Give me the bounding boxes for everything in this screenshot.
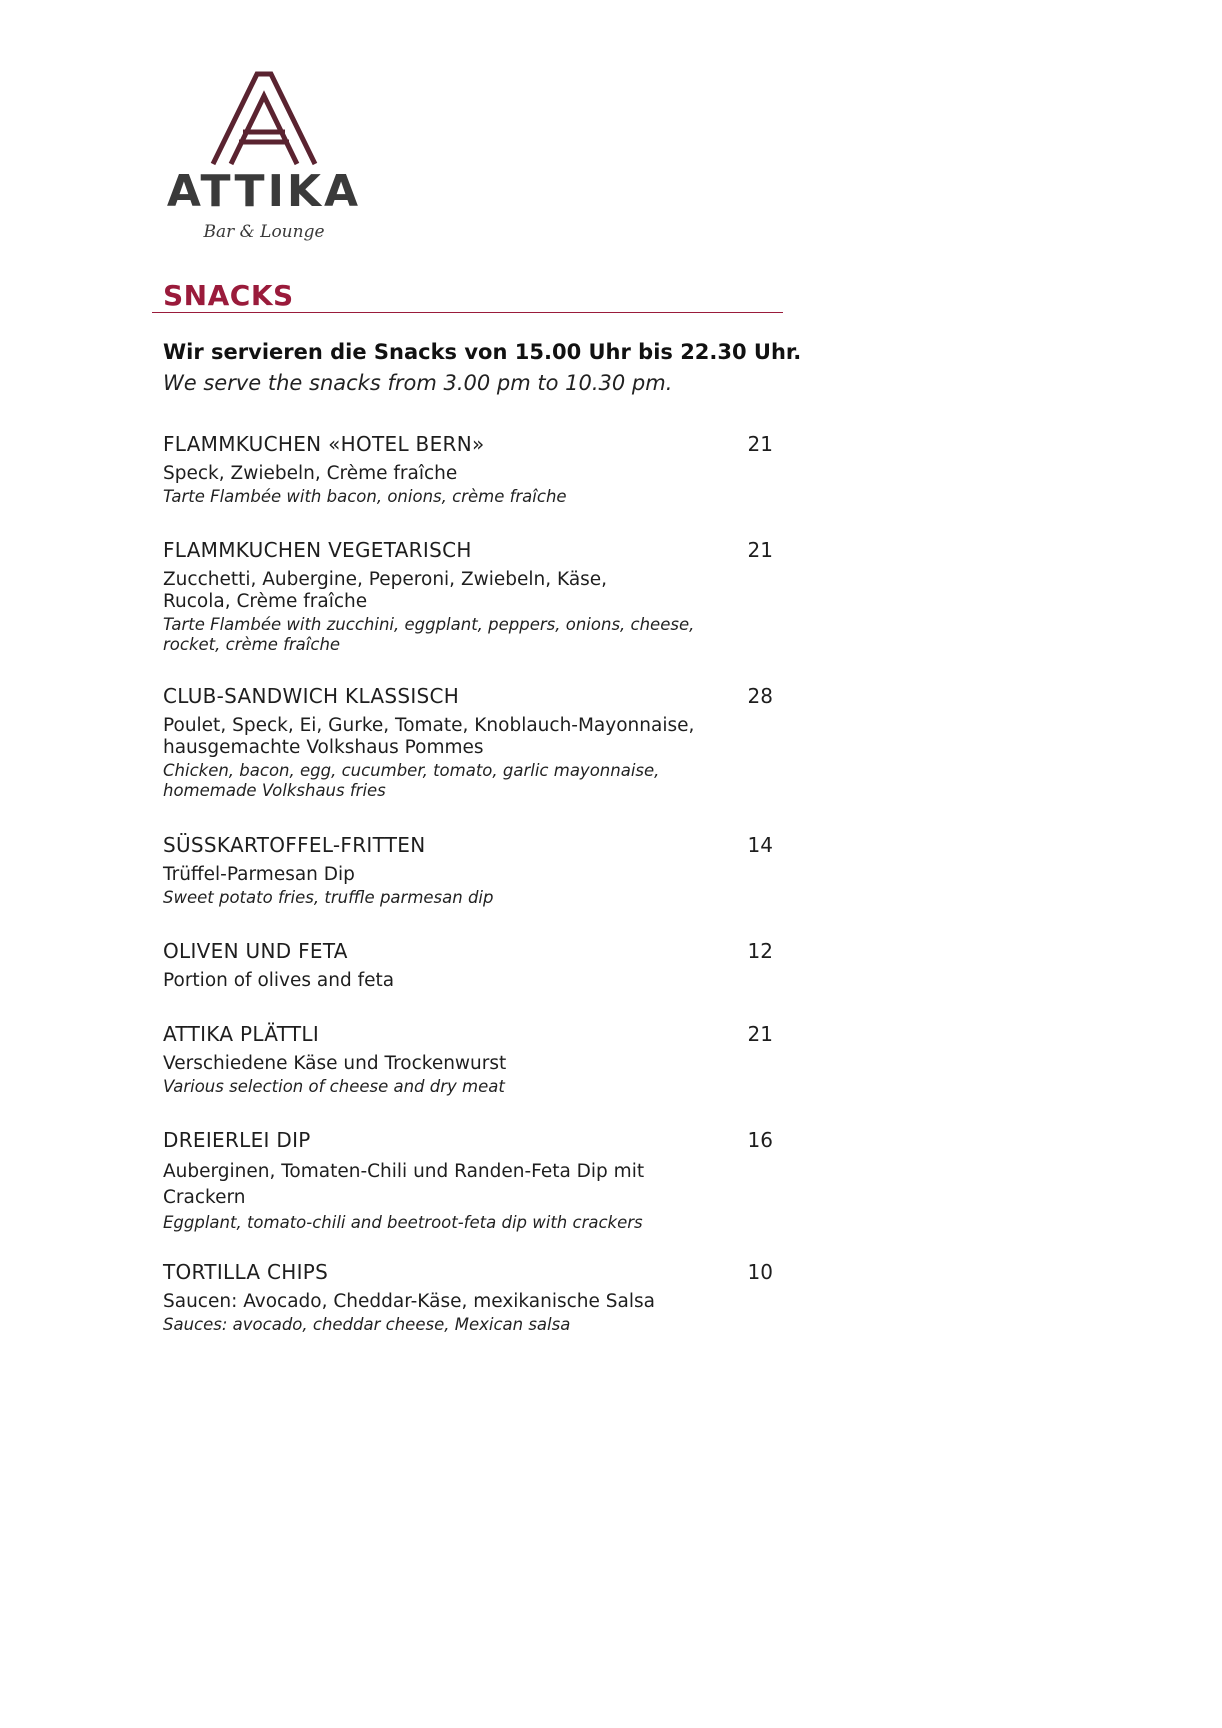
item-price: 28 — [747, 684, 773, 708]
item-name: OLIVEN UND FETA — [163, 939, 348, 963]
serving-hours-en: We serve the snacks from 3.00 pm to 10.30 pm. — [163, 371, 673, 395]
item-price: 21 — [747, 1022, 773, 1046]
menu-item — [163, 432, 773, 507]
attika-logo — [163, 70, 365, 255]
menu-item — [163, 1022, 773, 1097]
section-divider — [152, 312, 783, 313]
menu-item — [163, 1128, 773, 1233]
logo-wordmark: ATTIKA — [166, 166, 362, 217]
item-name: TORTILLA CHIPS — [163, 1260, 329, 1284]
item-description-en: Sauces: avocado, cheddar cheese, Mexican salsa — [163, 1315, 571, 1334]
item-description-en: Various selection of cheese and dry meat — [163, 1077, 505, 1096]
item-price: 14 — [747, 833, 773, 857]
item-description-de: Trüffel-Parmesan Dip — [163, 864, 355, 885]
item-name: CLUB-SANDWICH KLASSISCH — [163, 684, 460, 708]
item-description-de: Zucchetti, Aubergine, Peperoni, Zwiebeln, Käse, Rucola, Crème fraîche — [163, 569, 608, 612]
logo-subtitle: Bar & Lounge — [203, 222, 325, 242]
attika-a-logo-icon — [209, 70, 319, 166]
item-description-de: Verschiedene Käse und Trockenwurst — [163, 1053, 507, 1074]
menu-item — [163, 939, 773, 992]
item-description-de: Poulet, Speck, Ei, Gurke, Tomate, Knoblauch-Mayonnaise, hausgemachte Volkshaus Pommes — [163, 715, 695, 758]
item-description-en: Chicken, bacon, egg, cucumber, tomato, garlic mayonnaise, homemade Volkshaus fries — [163, 761, 660, 800]
item-name: DREIERLEI DIP — [163, 1128, 311, 1152]
menu-item — [163, 833, 773, 908]
item-name: FLAMMKUCHEN VEGETARISCH — [163, 538, 472, 562]
item-name: SÜSSKARTOFFEL-FRITTEN — [163, 833, 426, 857]
item-price: 16 — [747, 1128, 773, 1152]
menu-item — [163, 538, 773, 655]
item-description-de: Auberginen, Tomaten-Chili und Randen-Feta Dip mit Crackern — [163, 1161, 645, 1208]
item-description-en: Eggplant, tomato-chili and beetroot-feta dip with crackers — [163, 1213, 643, 1232]
item-name: ATTIKA PLÄTTLI — [163, 1022, 320, 1046]
item-description-de: Saucen: Avocado, Cheddar-Käse, mexikanische Salsa — [163, 1291, 655, 1312]
item-price: 10 — [747, 1260, 773, 1284]
menu-item — [163, 1260, 773, 1335]
item-description-de: Portion of olives and feta — [163, 970, 395, 991]
item-name: FLAMMKUCHEN «HOTEL BERN» — [163, 432, 485, 456]
item-description-en: Tarte Flambée with bacon, onions, crème fraîche — [163, 487, 567, 506]
item-price: 21 — [747, 538, 773, 562]
item-description-en: Tarte Flambée with zucchini, eggplant, peppers, onions, cheese, rocket, crème fraîche — [163, 615, 695, 654]
item-description-en: Sweet potato fries, truffle parmesan dip — [163, 888, 494, 907]
item-description-de: Speck, Zwiebeln, Crème fraîche — [163, 463, 458, 484]
menu-item — [163, 684, 773, 801]
section-title: SNACKS — [163, 279, 294, 312]
item-price: 12 — [747, 939, 773, 963]
serving-hours-de: Wir servieren die Snacks von 15.00 Uhr bis 22.30 Uhr. — [163, 340, 802, 364]
item-price: 21 — [747, 432, 773, 456]
